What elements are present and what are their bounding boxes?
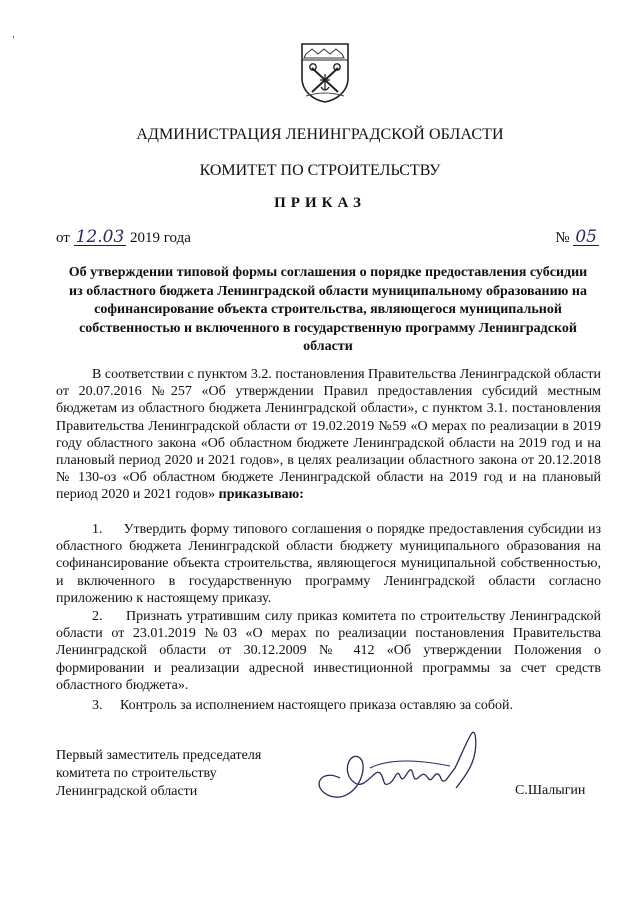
handwritten-signature [300, 728, 500, 808]
signatory-position [56, 747, 316, 801]
department-name: КОМИТЕТ ПО СТРОИТЕЛЬСТВУ [199, 162, 441, 179]
position-line: комитета по строительству [56, 766, 217, 781]
order-item [56, 521, 601, 607]
item-number: 2. [92, 609, 103, 624]
order-subject: Об утверждении типовой формы соглашения о порядке предоставления субсидии из областного бюджета Ленинградской области муниципальному образованию на софинансирование объекта строительства, являющегося муниципальной собственностью и включенного в государственную программу Ленинградской области [68, 265, 588, 354]
number-handwritten: 05 [575, 227, 597, 247]
item-text: Утвердить форму типового соглашения о порядке предоставления субсидии из областного бюджета Ленинградской области бюджету муниципального образования на софинансирование объекта строительства, являющегося муниципальной собственностью, и включенного в государственную программу Ленинградской области согласно приложению к настоящему приказу. [56, 522, 601, 606]
margin-mark: ʻ [12, 34, 15, 44]
document-date [56, 227, 191, 247]
position-line: Ленинградской области [56, 784, 198, 799]
item-number: 3. [92, 698, 103, 713]
date-suffix: 2019 года [130, 230, 191, 246]
preamble-text: В соответствии с пунктом 3.2. постановления Правительства Ленинградской области от 20.07.2016 №257 «Об утверждении Правил предоставления субсидий местным бюджетам из областного бюджета Ленинградской области», с пунктом 3.1. постановления Правительства Ленинградской области от 19.02.2019 №59 «О мерах по реализации в 2019 году областного закона «Об областном бюджете Ленинградской области на 2019 год и на плановый период 2020 и 2021 годов», в целях реализации областного закона от 20.12.2018 № 130-оз «Об областном бюджете Ленинградской области на 2019 год и на плановый период 2020 и 2021 годов» [56, 367, 601, 503]
order-item [56, 608, 601, 694]
document-number [555, 227, 599, 247]
coat-of-arms-emblem [298, 40, 352, 104]
preamble-paragraph [56, 366, 601, 504]
document-type-title: ПРИКАЗ [274, 195, 366, 211]
position-line: Первый заместитель председателя [56, 748, 262, 763]
signatory-name: С.Шалыгин [515, 783, 586, 798]
item-number: 1. [92, 522, 103, 537]
item-text: Контроль за исполнением настоящего приказа оставляю за собой. [120, 698, 514, 713]
item-text: Признать утратившим силу приказ комитета по строительству Ленинградской области от 23.01.2019 №03 «О мерах по реализации постановления Правительства Ленинградской области от 30.12.2009 № 412 «Об утверждении Положения о формировании и реализации адресной инвестиционной программы за счет средств областного бюджета». [56, 609, 601, 693]
order-item [56, 697, 601, 714]
preamble-order-word: приказываю: [218, 487, 304, 503]
organization-name: АДМИНИСТРАЦИЯ ЛЕНИНГРАДСКОЙ ОБЛАСТИ [136, 126, 504, 143]
number-prefix: № [555, 230, 570, 246]
date-handwritten: 12.03 [75, 227, 125, 247]
date-prefix: от [56, 230, 70, 246]
